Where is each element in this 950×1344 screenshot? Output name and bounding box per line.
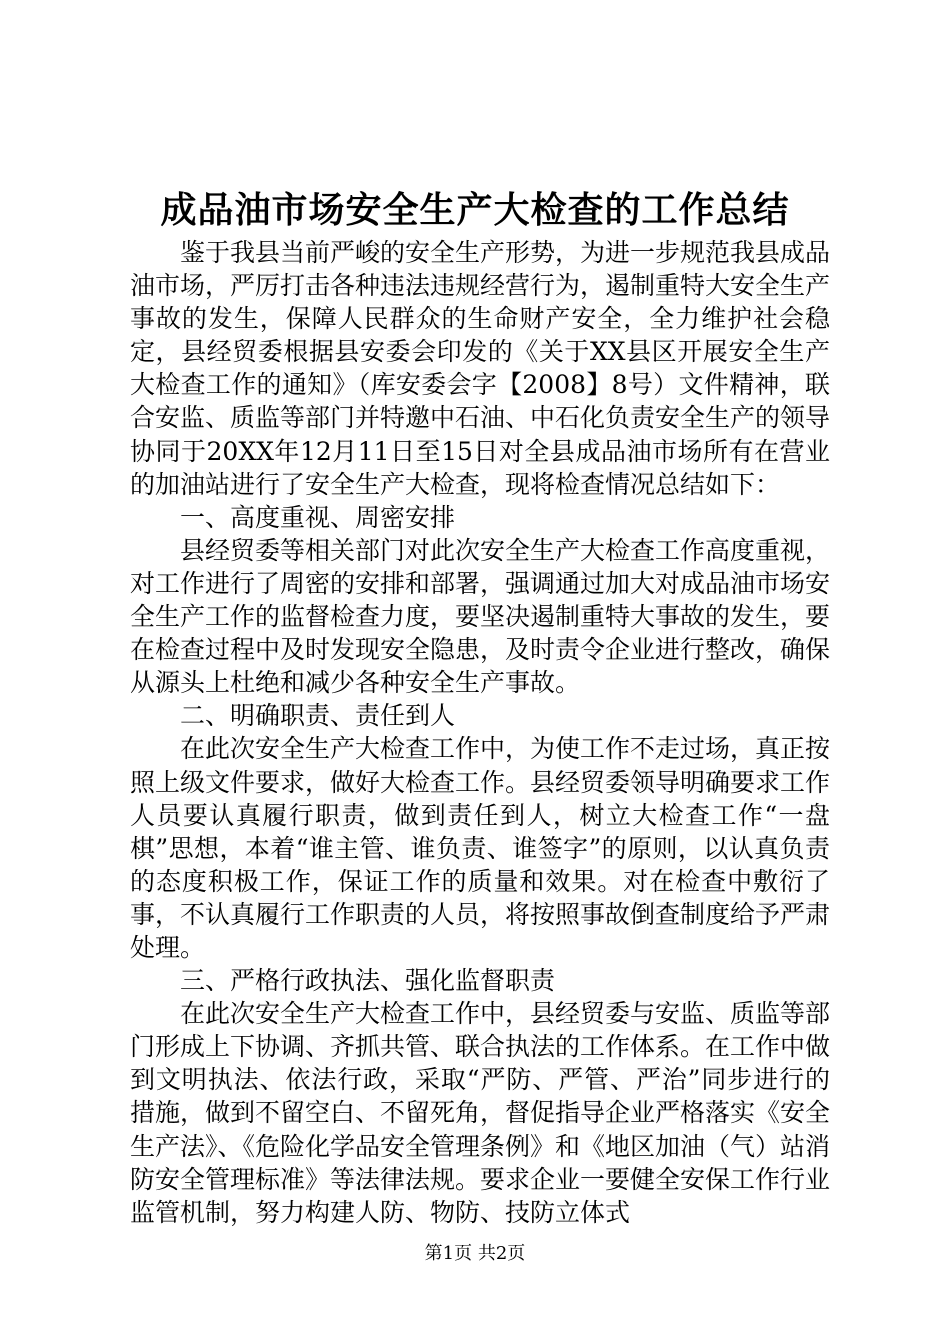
section-paragraph-2: 在此次安全生产大检查工作中，为使工作不走过场，真正按照上级文件要求，做好大检查工作。县经贸委领导明确要求工作人员要认真履行职责，做到责任到人，树立大检查工作“一盘棋”思想，本着“谁主管、谁负责、谁签字”的原则，以认真负责的态度积极工作，保证工作的质量和效果。对在检查中敷衍了事，不认真履行工作职责的人员，将按照事故倒查制度给予严肃处理。: [130, 734, 831, 962]
intro-paragraph: 鉴于我县当前严峻的安全生产形势，为进一步规范我县成品油市场，严厉打击各种违法违规经营行为，遏制重特大安全生产事故的发生，保障人民群众的生命财产安全，全力维护社会稳定，县经贸委根据县安委会印发的《关于XX县区开展安全生产大检查工作的通知》（库安委会字【2008】8号）文件精神，联合安监、质监等部门并特邀中石油、中石化负责安全生产的领导协同于20XX年12月11日至15日对全县成品油市场所有在营业的加油站进行了安全生产大检查，现将检查情况总结如下：: [130, 238, 831, 499]
document-body: [130, 236, 830, 1229]
section-heading-1: 一、高度重视、周密安排: [180, 502, 456, 532]
section-heading-3: 三、严格行政执法、强化监督职责: [180, 966, 556, 996]
section-paragraph-3: 在此次安全生产大检查工作中，县经贸委与安监、质监等部门形成上下协调、齐抓共管、联合执法的工作体系。在工作中做到文明执法、依法行政，采取“严防、严管、严治”同步进行的措施，做到不留空白、不留死角，督促指导企业严格落实《安全生产法》、《危险化学品安全管理条例》和《地区加油（气）站消防安全管理标准》等法律法规。要求企业一要健全安保工作行业监管机制，努力构建人防、物防、技防立体式: [130, 999, 831, 1227]
section-paragraph-1: 县经贸委等相关部门对此次安全生产大检查工作高度重视，对工作进行了周密的安排和部署，强调通过加大对成品油市场安全生产工作的监督检查力度，要坚决遏制重特大事故的发生，要在检查过程中及时发现安全隐患，及时责令企业进行整改，确保从源头上杜绝和减少各种安全生产事故。: [130, 535, 831, 698]
page-number-footer: 第1页 共2页: [424, 1243, 526, 1264]
section-heading-2: 二、明确职责、责任到人: [180, 701, 456, 731]
document-title: 成品油市场安全生产大检查的工作总结: [160, 189, 790, 231]
